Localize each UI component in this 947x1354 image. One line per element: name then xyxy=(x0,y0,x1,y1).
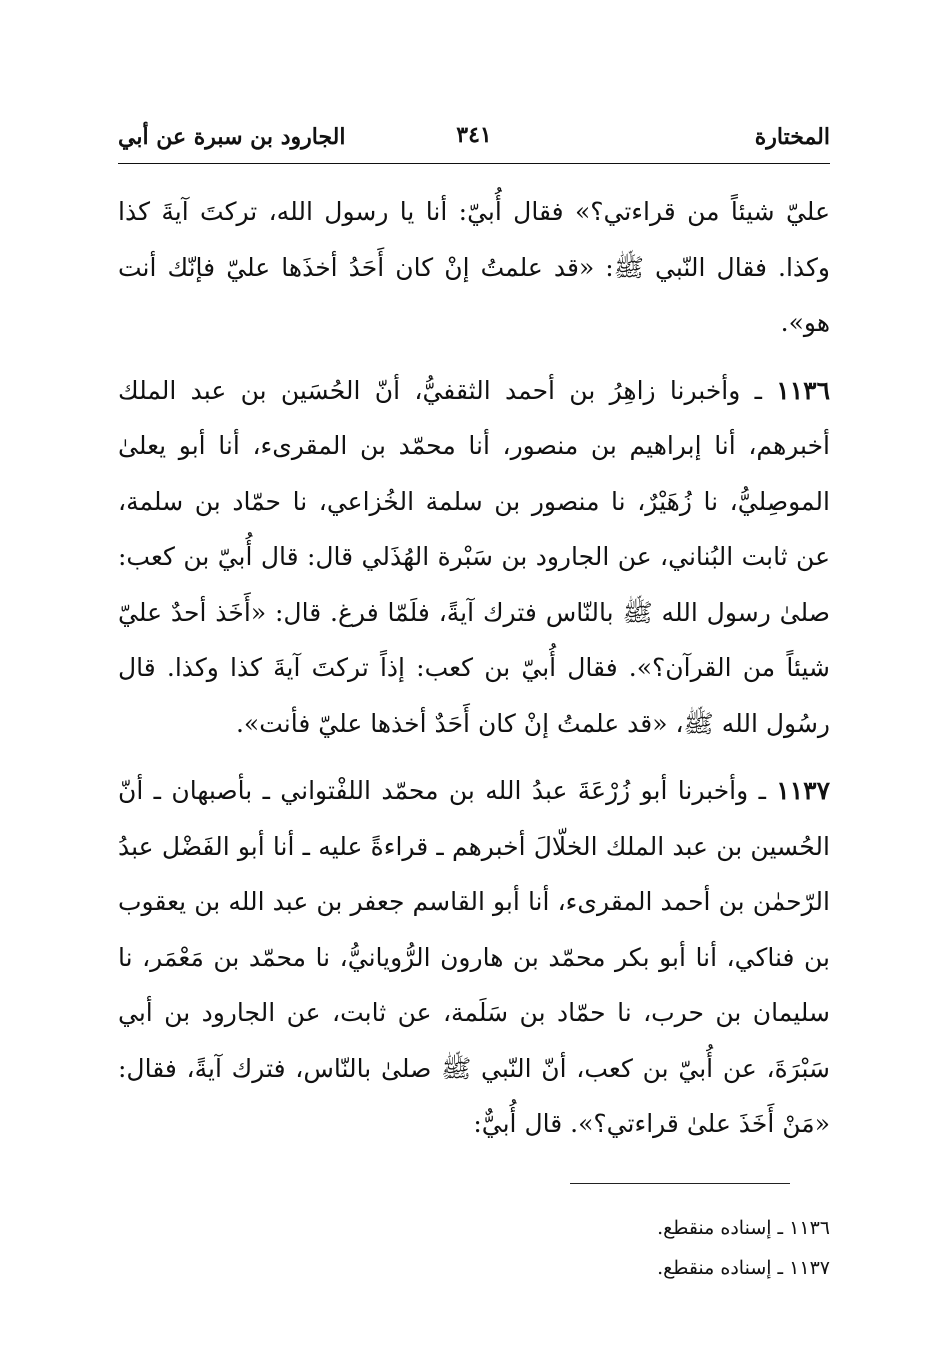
paragraph-continuation xyxy=(118,184,830,351)
page-number: ٣٤١ xyxy=(456,122,492,148)
hadith-1137 xyxy=(118,763,830,1152)
main-text xyxy=(118,184,830,1164)
paragraph-text: ـ وأخبرنا زاهِرُ بن أحمد الثقفيُّ، أنّ الحُسَين بن عبد الملك أخبرهم، أنا إبراهيم بن منصور، أنا محمّد بن المقرىء، أنا أبو يعلىٰ الموصِليُّ، نا زُهَيْرٌ، نا منصور بن سلمة الخُزاعي، نا حمّاد بن سلمة، عن ثابت البُناني، عن الجارود بن سَبْرة الهُذَلي قال: قال أُبيّ بن كعب: صلىٰ رسول الله ﷺ بالنّاس فترك آيةً، فلَمّا فرغ. قال: «أَخَذ أحدٌ عليّ شيئاً من القرآن؟». فقال أُبيّ بن كعب: إذاً تركتَ آيةَ كذا وكذا. قال رسُول الله ﷺ، «قد علمتُ إنْ كان أَحَدٌ أخذها عليّ فأنت». xyxy=(118,375,830,738)
footnote-1136: ١١٣٦ ـ إسناده منقطع. xyxy=(657,1217,830,1239)
paragraph-text: ـ وأخبرنا أبو زُرْعَةَ عبدُ الله بن محمّد اللفْتواني ـ بأصبهان ـ أنّ الحُسين بن عبد الملك الخلّالَ أخبرهم ـ قراءةً عليه ـ أنا أبو الفَضْل عبدُ الرّحمٰن بن أحمد المقرىء، أنا أبو القاسم جعفر بن عبد الله بن يعقوب بن فناكي، أنا أبو بكر محمّد بن هارون الرُّويانيُّ، نا محمّد بن مَعْمَر، نا سليمان بن حرب، نا حمّاد بن سَلَمة، عن ثابت، عن الجارود بن أبي سَبْرَةَ، عن أُبيّ بن كعب، أنّ النّبي ﷺ صلىٰ بالنّاس، فترك آيةً، فقال: «مَنْ أَخَذَ علىٰ قراءتي؟». قال أُبيٌّ: xyxy=(118,776,830,1138)
header-section-title: الجارود بن سبرة عن أبي xyxy=(118,124,346,150)
paragraph-text: عليّ شيئاً من قراءتي؟» فقال أُبيّ: أنا يا رسول الله، تركتَ آيةَ كذا وكذا. فقال النّبي ﷺ: «قد علمتُ إنْ كان أَحَدُ أخذَها عليّ فإنّك أنت هو». xyxy=(118,197,830,337)
hadith-number: ١١٣٦ xyxy=(776,375,831,405)
footnote-1137: ١١٣٧ ـ إسناده منقطع. xyxy=(657,1257,830,1279)
running-header xyxy=(118,118,830,158)
footnote-divider xyxy=(570,1183,790,1184)
header-book-title: المختارة xyxy=(754,124,830,150)
footnotes xyxy=(118,1208,830,1288)
hadith-1136 xyxy=(118,363,830,752)
header-divider xyxy=(118,163,830,164)
hadith-number: ١١٣٧ xyxy=(776,776,830,805)
